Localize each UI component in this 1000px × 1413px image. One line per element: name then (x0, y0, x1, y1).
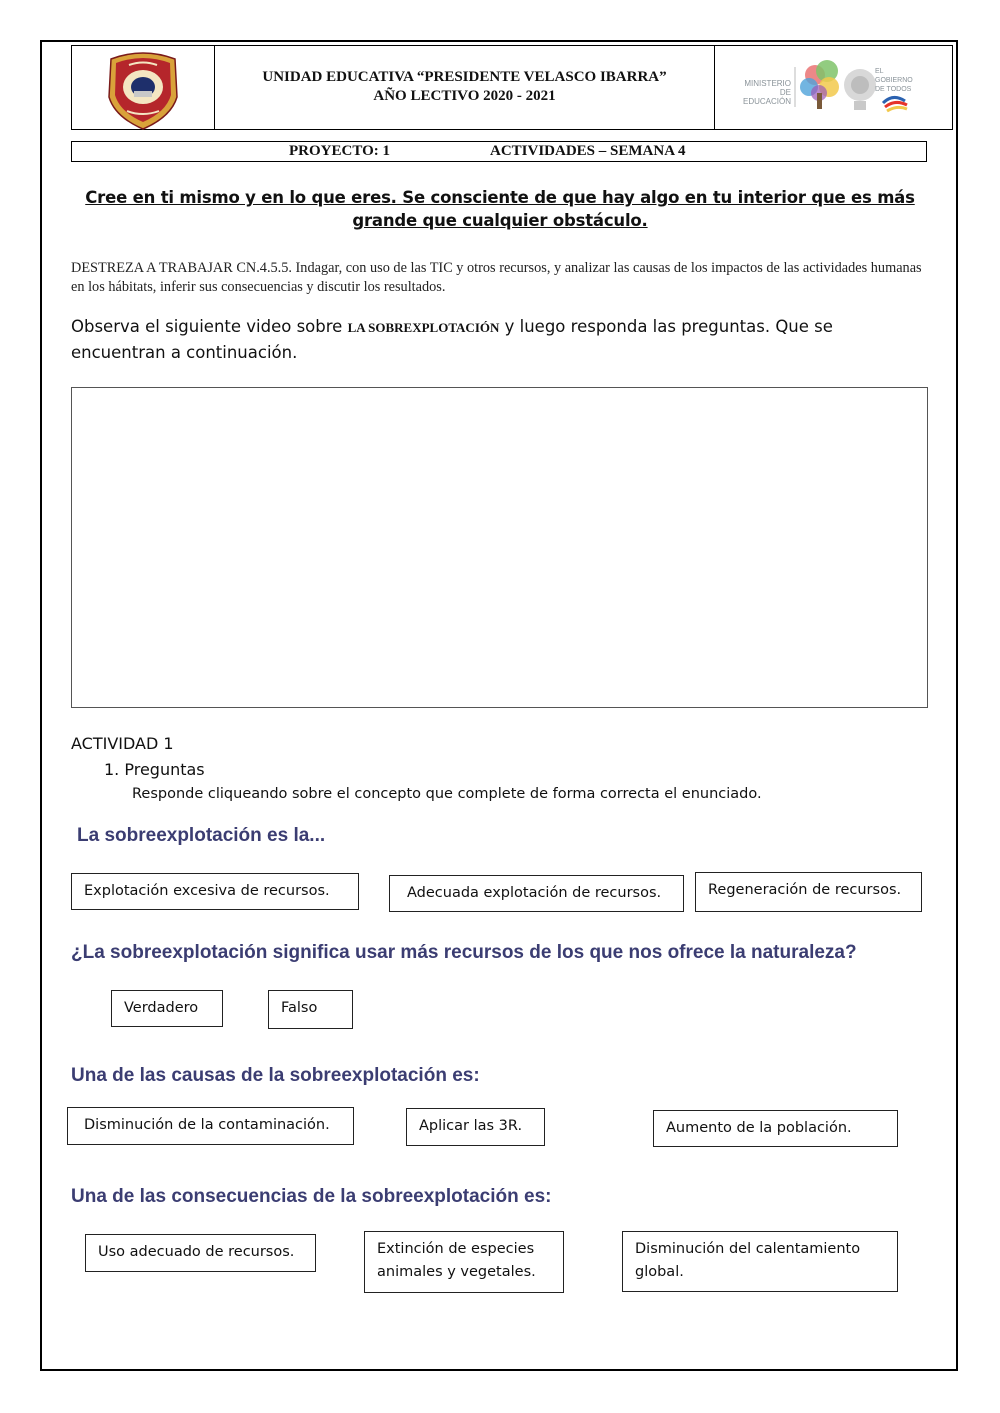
q4-option-2[interactable]: Extinción de especies animales y vegetales. (364, 1231, 564, 1293)
q1-option-1[interactable]: Explotación excesiva de recursos. (71, 873, 359, 910)
video-instruction-part1: Observa el siguiente video sobre (71, 317, 348, 336)
project-bar (71, 141, 927, 162)
question-2-title: ¿La sobreexplotación significa usar más recursos de los que nos ofrece la naturaleza? (71, 942, 857, 963)
video-instruction (71, 314, 931, 365)
q4-option-3[interactable]: Disminución del calentamiento global. (622, 1231, 898, 1292)
activity-instruction: Responde cliqueando sobre el concepto que complete de forma correcta el enunciado. (132, 786, 762, 802)
video-embed[interactable] (71, 387, 928, 708)
school-crest-icon (71, 45, 215, 130)
q1-option-2[interactable]: Adecuada explotación de recursos. (389, 875, 684, 912)
q3-option-1[interactable]: Disminución de la contaminación. (67, 1107, 354, 1145)
q2-option-true[interactable]: Verdadero (111, 990, 223, 1027)
question-3-title: Una de las causas de la sobreexplotación es: (71, 1065, 480, 1086)
question-4-title: Una de las consecuencias de la sobreexplotación es: (71, 1186, 552, 1207)
gobierno-text: EL GOBIERNO DE TODOS (875, 68, 913, 93)
activities-week: ACTIVIDADES – SEMANA 4 (490, 143, 686, 159)
q3-option-2[interactable]: Aplicar las 3R. (406, 1108, 545, 1146)
q3-option-3[interactable]: Aumento de la población. (653, 1110, 898, 1147)
project-number: PROYECTO: 1 (289, 143, 390, 159)
ministry-logos-cell (714, 45, 953, 130)
question-1-title: La sobreexplotación es la... (77, 825, 326, 846)
school-year: AÑO LECTIVO 2020 - 2021 (373, 88, 556, 104)
video-topic: LA SOBREXPLOTACIÓN (347, 320, 500, 335)
school-title (215, 68, 714, 106)
ministry-text: MINISTERIO DE EDUCACIÓN (742, 79, 791, 106)
q1-option-3[interactable]: Regeneración de recursos. (695, 872, 922, 912)
q2-option-false[interactable]: Falso (268, 990, 353, 1029)
school-name: UNIDAD EDUCATIVA “PRESIDENTE VELASCO IBARRA” (262, 69, 667, 85)
skill-description: DESTREZA A TRABAJAR CN.4.5.5. Indagar, con uso de las TIC y otros recursos, y analizar las causas de los impactos de las actividades humanas en los hábitats, inferir sus consecuencias y discutir los resultados. (71, 260, 922, 295)
activity-title: ACTIVIDAD 1 (71, 734, 174, 753)
q4-option-1[interactable]: Uso adecuado de recursos. (85, 1234, 316, 1272)
video-instruction-part2: y luego responda las preguntas. Que se encuentran a continuación. (71, 317, 833, 362)
activity-subtitle: 1. Preguntas (104, 760, 205, 779)
school-logo-cell (71, 45, 215, 130)
motivational-quote: Cree en ti mismo y en lo que eres. Se consciente de que hay algo en tu interior que es más grande que cualquier obstáculo. (85, 188, 915, 230)
